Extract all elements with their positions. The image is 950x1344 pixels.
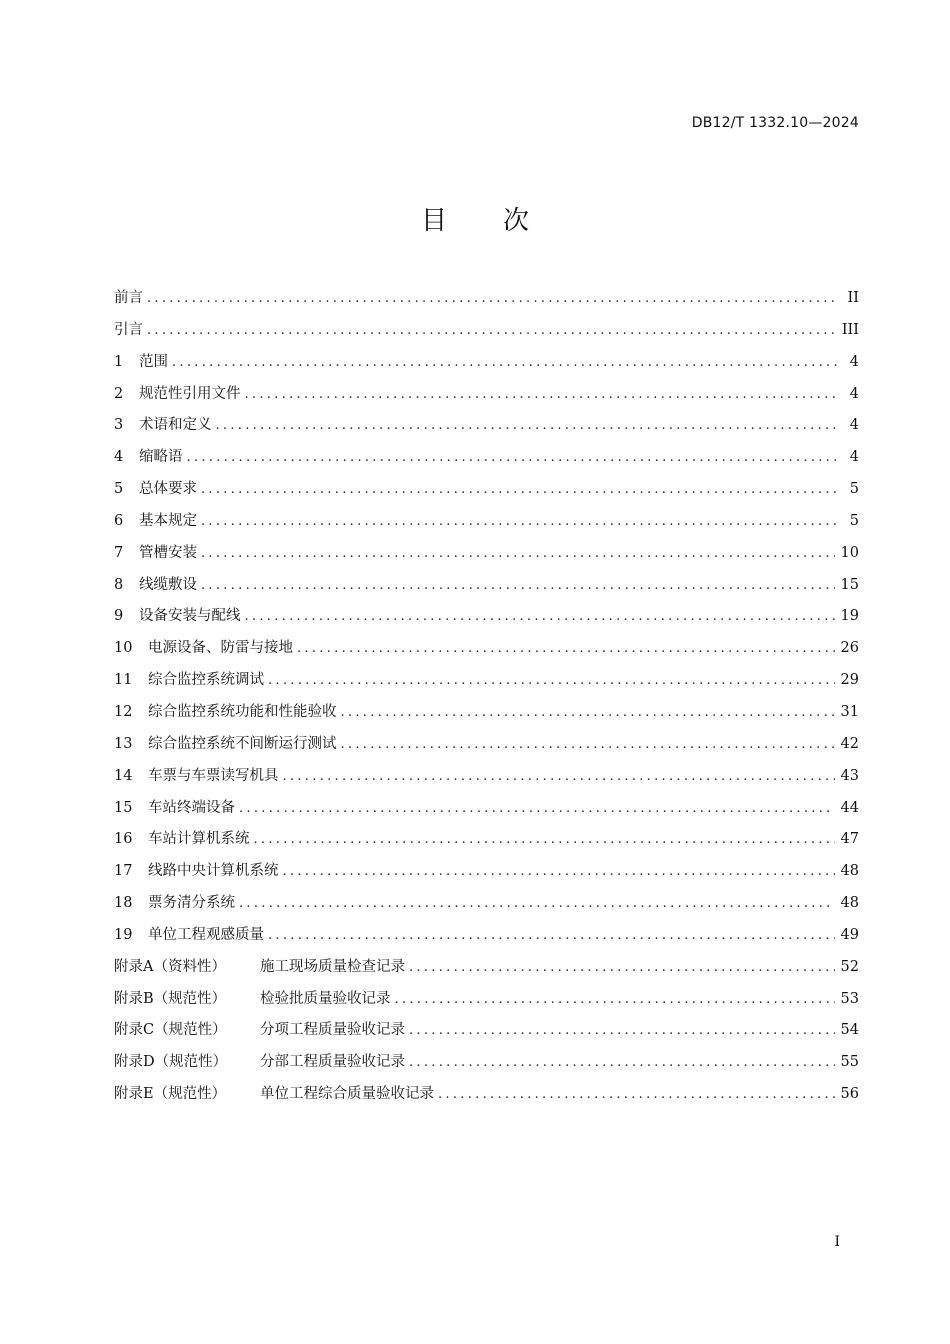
toc-entry-page: 4 <box>849 353 859 370</box>
toc-entry-label: 线缆敷设 <box>139 576 197 593</box>
toc-entry-label: 电源设备、防雷与接地 <box>148 640 293 657</box>
toc-entry[interactable] <box>114 665 859 697</box>
toc-entry[interactable] <box>114 570 859 602</box>
toc-leader-dots <box>201 570 835 602</box>
toc-entry[interactable] <box>114 410 859 442</box>
toc-entry-label: 票务清分系统 <box>148 895 235 912</box>
toc-entry-label: 规范性引用文件 <box>139 385 241 402</box>
toc-entry[interactable] <box>114 442 859 474</box>
toc-entry-label: 分项工程质量验收记录 <box>260 1022 405 1039</box>
toc-entry[interactable] <box>114 952 859 984</box>
toc-leader-dots <box>409 952 835 984</box>
toc-leader-dots <box>239 888 835 920</box>
toc-entry-page: 48 <box>840 863 859 880</box>
page-number: I <box>834 1234 840 1250</box>
toc-leader-dots <box>297 633 835 665</box>
toc-entry-label: 单位工程综合质量验收记录 <box>260 1086 434 1103</box>
toc-entry-number: 4 <box>114 449 124 466</box>
toc-entry-page: 4 <box>849 449 859 466</box>
toc-leader-dots <box>147 315 836 347</box>
toc-entry[interactable] <box>114 729 859 761</box>
toc-entry-number: 7 <box>114 544 124 561</box>
toc-entry[interactable] <box>114 347 859 379</box>
toc-entry[interactable] <box>114 1079 859 1111</box>
toc-leader-dots <box>395 984 835 1016</box>
toc-leader-dots <box>201 538 835 570</box>
toc-entry-number: 附录D（规范性） <box>114 1054 228 1071</box>
toc-entry-page: 31 <box>840 703 859 720</box>
toc-entry-number: 17 <box>114 863 133 880</box>
toc-entry[interactable] <box>114 506 859 538</box>
toc-entry-page: 55 <box>840 1054 859 1071</box>
toc-entry-page: 47 <box>840 831 859 848</box>
toc-leader-dots <box>245 601 835 633</box>
toc-leader-dots <box>254 824 835 856</box>
toc-entry-page: 10 <box>840 544 859 561</box>
toc-entry-number: 8 <box>114 576 124 593</box>
toc-entry-label: 分部工程质量验收记录 <box>260 1054 405 1071</box>
toc-entry-number: 3 <box>114 417 124 434</box>
toc-entry-page: 4 <box>849 385 859 402</box>
toc-entry-label: 引言 <box>114 321 143 338</box>
toc-entry-number: 19 <box>114 926 133 943</box>
title-char-1: 目 <box>420 206 447 236</box>
page-title <box>0 200 950 237</box>
toc-leader-dots <box>409 1015 835 1047</box>
toc-entry[interactable] <box>114 920 859 952</box>
toc-leader-dots <box>268 665 835 697</box>
toc-entry-page: 52 <box>840 958 859 975</box>
toc-entry-page: 4 <box>849 417 859 434</box>
toc-entry-page: 42 <box>840 735 859 752</box>
toc-entry-number: 1 <box>114 353 124 370</box>
toc-leader-dots <box>201 506 839 538</box>
toc-entry[interactable] <box>114 538 859 570</box>
table-of-contents <box>114 283 859 1111</box>
toc-entry-label: 基本规定 <box>139 512 197 529</box>
toc-leader-dots <box>187 442 840 474</box>
toc-leader-dots <box>245 379 840 411</box>
toc-leader-dots <box>216 410 840 442</box>
toc-entry-label: 综合监控系统功能和性能验收 <box>148 703 337 720</box>
toc-entry-label: 车站终端设备 <box>148 799 235 816</box>
toc-entry[interactable] <box>114 379 859 411</box>
toc-entry[interactable] <box>114 474 859 506</box>
toc-entry-page: 29 <box>840 672 859 689</box>
toc-leader-dots <box>341 697 835 729</box>
toc-entry-page: II <box>847 290 859 306</box>
toc-entry[interactable] <box>114 984 859 1016</box>
toc-entry-number: 13 <box>114 735 133 752</box>
toc-entry[interactable] <box>114 601 859 633</box>
toc-entry-page: 44 <box>840 799 859 816</box>
toc-entry-page: 48 <box>840 895 859 912</box>
toc-entry-number: 附录C（规范性） <box>114 1022 227 1039</box>
toc-leader-dots <box>239 793 835 825</box>
toc-entry-label: 检验批质量验收记录 <box>260 990 391 1007</box>
toc-entry-number: 9 <box>114 608 124 625</box>
toc-entry-label: 单位工程观感质量 <box>148 926 264 943</box>
toc-leader-dots <box>268 920 835 952</box>
toc-entry-label: 缩略语 <box>139 449 183 466</box>
toc-entry[interactable] <box>114 761 859 793</box>
toc-entry-page: 49 <box>840 926 859 943</box>
toc-entry-number: 11 <box>114 672 133 689</box>
toc-entry-page: 26 <box>840 640 859 657</box>
toc-entry[interactable] <box>114 283 859 315</box>
toc-entry-label: 总体要求 <box>139 481 197 498</box>
toc-entry-number: 12 <box>114 703 133 720</box>
toc-leader-dots <box>409 1047 835 1079</box>
toc-entry-label: 施工现场质量检查记录 <box>260 958 405 975</box>
toc-entry-label: 前言 <box>114 290 143 306</box>
toc-leader-dots <box>283 856 835 888</box>
toc-entry-number: 附录B（规范性） <box>114 990 227 1007</box>
standard-code: DB12/T 1332.10—2024 <box>691 115 859 131</box>
toc-entry[interactable] <box>114 315 859 347</box>
toc-entry-page: III <box>841 321 859 338</box>
toc-entry-label: 综合监控系统不间断运行测试 <box>148 735 337 752</box>
toc-entry-label: 管槽安装 <box>139 544 197 561</box>
toc-entry[interactable] <box>114 633 859 665</box>
toc-entry-page: 5 <box>849 481 859 498</box>
toc-leader-dots <box>172 347 839 379</box>
toc-entry-label: 设备安装与配线 <box>139 608 241 625</box>
toc-entry-number: 6 <box>114 512 124 529</box>
toc-entry[interactable] <box>114 888 859 920</box>
toc-entry-label: 车站计算机系统 <box>148 831 250 848</box>
toc-entry-number: 2 <box>114 385 124 402</box>
toc-entry-number: 15 <box>114 799 133 816</box>
toc-entry[interactable] <box>114 1015 859 1047</box>
toc-entry-label: 线路中央计算机系统 <box>148 863 279 880</box>
toc-entry-page: 19 <box>840 608 859 625</box>
toc-leader-dots <box>147 283 839 315</box>
toc-entry-page: 43 <box>840 767 859 784</box>
toc-entry-label: 范围 <box>139 353 168 370</box>
toc-entry-number: 附录E（规范性） <box>114 1086 227 1103</box>
toc-entry-number: 18 <box>114 895 133 912</box>
toc-entry-label: 术语和定义 <box>139 417 212 434</box>
toc-entry-page: 15 <box>840 576 859 593</box>
toc-leader-dots <box>341 729 835 761</box>
toc-entry[interactable] <box>114 824 859 856</box>
toc-entry-number: 附录A（资料性） <box>114 958 226 975</box>
toc-entry[interactable] <box>114 1047 859 1079</box>
toc-entry-number: 14 <box>114 767 133 784</box>
toc-entry-page: 53 <box>840 990 859 1007</box>
toc-leader-dots <box>201 474 839 506</box>
toc-leader-dots <box>438 1079 835 1111</box>
toc-entry-page: 54 <box>840 1022 859 1039</box>
toc-entry-number: 16 <box>114 831 133 848</box>
title-char-2: 次 <box>503 206 530 236</box>
toc-leader-dots <box>283 761 835 793</box>
toc-entry[interactable] <box>114 793 859 825</box>
toc-entry-page: 5 <box>849 512 859 529</box>
toc-entry-label: 综合监控系统调试 <box>148 672 264 689</box>
toc-entry-label: 车票与车票读写机具 <box>148 767 279 784</box>
toc-entry-page: 56 <box>840 1086 859 1103</box>
toc-entry[interactable] <box>114 697 859 729</box>
toc-entry-number: 10 <box>114 640 133 657</box>
toc-entry[interactable] <box>114 856 859 888</box>
toc-entry-number: 5 <box>114 481 124 498</box>
